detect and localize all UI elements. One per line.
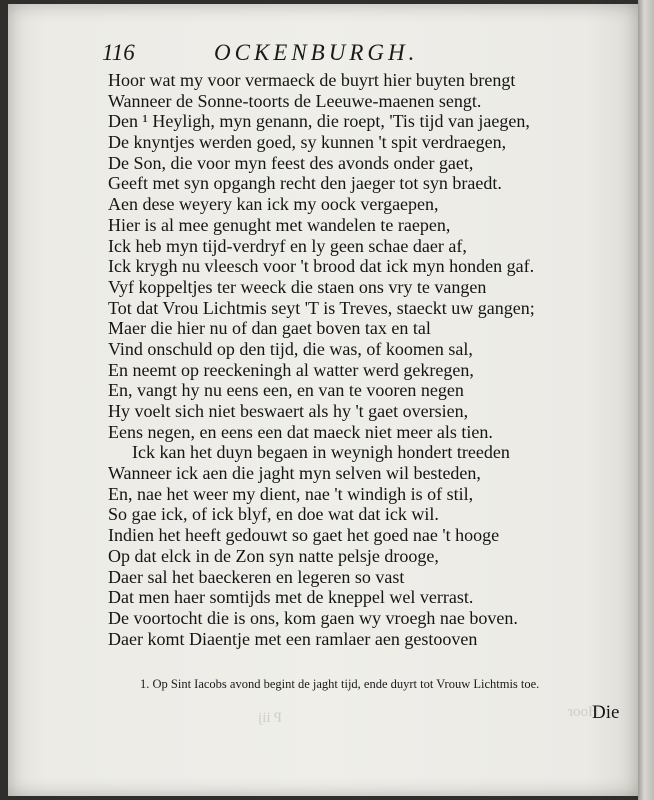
verse-line: En neemt op reeckeningh al watter werd gekregen, — [108, 359, 474, 380]
next-page-edge — [638, 0, 654, 800]
page-number: 116 — [102, 40, 135, 65]
show-through-text: Hoor — [568, 704, 599, 720]
verse-line: So gae ick, of ick blyf, en doe wat dat ick wil. — [108, 504, 439, 525]
verse-line: Dat men haer somtijds met de kneppel wel verrast. — [108, 587, 474, 608]
verse-line: Daer komt Diaentje met een ramlaer aen gestooven — [108, 628, 478, 649]
verse-line: Indien het heeft gedouwt so gaet het goed nae 't hooge — [108, 525, 500, 546]
verse-line: De voortocht die is ons, kom gaen wy vroegh nae boven. — [108, 607, 518, 628]
verse-line: Ick krygh nu vleesch voor 't brood dat ick myn honden gaf. — [108, 256, 535, 277]
verse-line: Den ¹ Heyligh, myn genann, die roept, 'Tis tijd van jaegen, — [108, 111, 530, 132]
verse-line: Vind onschuld op den tijd, die was, of koomen sal, — [108, 338, 473, 359]
verse-line: Vyf koppeltjes ter weeck die staen ons vry te vangen — [108, 276, 487, 297]
footnote: 1. Op Sint Iacobs avond begint de jaght tijd, ende duyrt tot Vrouw Lichtmis toe. — [140, 677, 540, 691]
catchword: Die — [592, 702, 620, 723]
verse-line: Hier is al mee genught met wandelen te raepen, — [108, 214, 451, 235]
verse-line: En, nae het weer my dient, nae 't windigh is of stil, — [108, 483, 474, 504]
verse-line: Op dat elck in de Zon syn natte pelsje drooge, — [108, 545, 439, 566]
verse-line: Wanneer ick aen die jaght myn selven wil besteden, — [108, 463, 481, 484]
verse-line: Eens negen, en eens een dat maeck niet meer als tien. — [108, 421, 493, 442]
poem-text — [108, 70, 628, 649]
verse-line: Hy voelt sich niet beswaert als hy 't gaet oversien, — [108, 401, 469, 421]
verse-line: En, vangt hy nu eens een, en van te vooren negen — [108, 380, 464, 401]
show-through-text: P iij — [258, 710, 283, 726]
verse-line: Maer die hier nu of dan gaet boven tax en tal — [108, 318, 431, 339]
verse-line: Aen dese weyery kan ick my oock vergaepen, — [108, 194, 439, 215]
verse-line: De Son, die voor myn feest des avonds onder gaet, — [108, 152, 474, 173]
verse-line: Daer sal het baeckeren en legeren so vast — [108, 566, 405, 587]
verse-line: Geeft met syn opgangh recht den jaeger tot syn braedt. — [108, 173, 502, 194]
verse-line: Tot dat Vrou Lichtmis seyt 'T is Treves, staeckt uw gangen; — [108, 297, 535, 318]
verse-line: Wanneer de Sonne-toorts de Leeuwe-maenen sengt. — [108, 90, 482, 111]
running-head: OCKENBURGH. — [214, 40, 419, 65]
page-header — [102, 40, 522, 66]
verse-line: Hoor wat my voor vermaeck de buyrt hier buyten brengt — [108, 70, 516, 90]
verse-line: Ick heb myn tijd-verdryf en ly geen schae daer af, — [108, 235, 467, 256]
verse-line: Ick kan het duyn begaen in weynigh hondert treeden — [132, 442, 510, 463]
verse-line: De knyntjes werden goed, sy kunnen 't spit verdraegen, — [108, 132, 507, 153]
